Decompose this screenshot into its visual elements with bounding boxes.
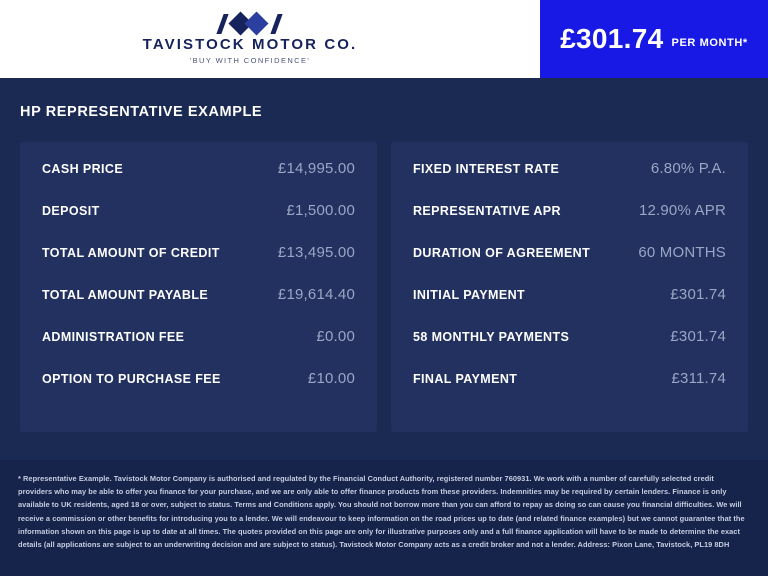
row-value: 12.90% APR	[638, 202, 726, 219]
row-value: 60 MONTHS	[638, 244, 726, 261]
table-row	[413, 244, 726, 286]
row-label: FIXED INTEREST RATE	[413, 162, 560, 176]
row-label: ADMINISTRATION FEE	[42, 330, 185, 344]
page-header	[0, 0, 768, 78]
diamond-logo-icon	[218, 14, 282, 34]
monthly-price-amount: £301.74	[560, 23, 664, 54]
table-row	[413, 286, 726, 328]
table-row	[42, 160, 355, 202]
row-value: £19,614.40	[277, 286, 355, 303]
table-row	[42, 202, 355, 244]
row-label: FINAL PAYMENT	[413, 372, 518, 386]
right-details-panel	[391, 142, 748, 432]
row-value: £311.74	[671, 370, 726, 387]
disclaimer-text: * Representative Example. Tavistock Motor Company is authorised and regulated by the Financial Conduct Authority, registered number 760931. We work with a number of carefully selected credit providers who may be able to offer you finance for your purchase, and we are only able to offer finance products from these providers. Indemnities may be required by certain lenders. Finance is only available to UK residents, aged 18 or over, subject to status. Terms and Conditions apply. You should not borrow more than you can afford to repay as doing so can cause you financial difficulties. We will receive a commission or other benefits for introducing you to a lender. We will endeavour to keep information on the road prices up to date (and related finance examples) but we cannot guarantee that the information shown on this page is up to date at all times. The quotes provided on this page are only for illustrative purposes only and a full finance application will have to be made to determine the exact details (all applications are subject to an underwriting decision and are subject to status). Tavistock Motor Company acts as a credit broker and not a lender. Address: Pixon Lane, Tavistock, PL19 8DH	[18, 474, 745, 549]
finance-details-panels	[0, 120, 768, 432]
row-value: £0.00	[316, 328, 355, 345]
row-label: REPRESENTATIVE APR	[413, 204, 561, 218]
page-title: HP REPRESENTATIVE EXAMPLE	[20, 104, 263, 120]
row-label: DURATION OF AGREEMENT	[413, 246, 591, 260]
brand-tagline: 'BUY WITH CONFIDENCE'	[189, 55, 311, 65]
table-row	[42, 286, 355, 328]
monthly-price-period: PER MONTH*	[671, 37, 748, 49]
row-value: £14,995.00	[277, 160, 355, 177]
row-label: 58 MONTHLY PAYMENTS	[413, 330, 570, 344]
row-label: DEPOSIT	[42, 204, 100, 218]
row-label: OPTION TO PURCHASE FEE	[42, 372, 221, 386]
table-row	[42, 244, 355, 286]
brand-name: TAVISTOCK MOTOR CO.	[142, 35, 358, 53]
row-value: £13,495.00	[277, 244, 355, 261]
monthly-price-banner	[540, 0, 768, 78]
row-value: £301.74	[670, 328, 726, 345]
row-value: £1,500.00	[286, 202, 355, 219]
row-label: TOTAL AMOUNT OF CREDIT	[42, 246, 220, 260]
row-value: £301.74	[670, 286, 726, 303]
brand-logo	[0, 0, 540, 78]
row-value: 6.80% P.A.	[650, 160, 726, 177]
table-row	[413, 328, 726, 370]
row-label: CASH PRICE	[42, 162, 124, 176]
row-value: £10.00	[307, 370, 355, 387]
left-details-panel	[20, 142, 377, 432]
table-row	[413, 160, 726, 202]
row-label: INITIAL PAYMENT	[413, 288, 526, 302]
table-row	[42, 328, 355, 370]
table-row	[42, 370, 355, 412]
table-row	[413, 370, 726, 412]
footer-disclaimer	[0, 460, 768, 576]
row-label: TOTAL AMOUNT PAYABLE	[42, 288, 209, 302]
table-row	[413, 202, 726, 244]
